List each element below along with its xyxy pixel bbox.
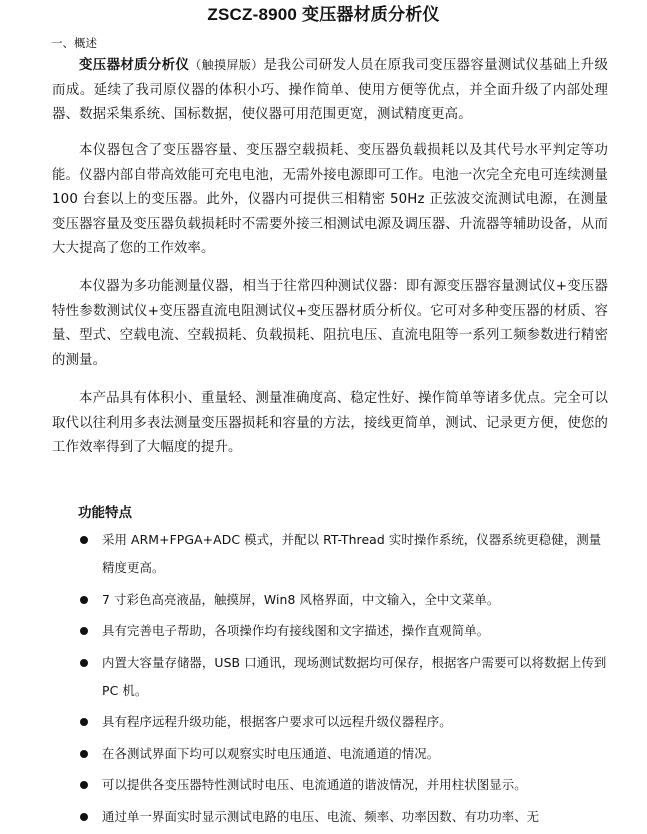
feature-item	[78, 740, 608, 768]
feature-item	[78, 708, 608, 736]
feature-item	[78, 803, 608, 831]
bullet-icon	[80, 718, 88, 726]
feature-text: 内置大容量存储器，USB 口通讯，现场测试数据均可保存，根据客户需要可以将数据上传到 PC 机。	[102, 654, 607, 698]
feature-text: 采用 ARM+FPGA+ADC 模式，并配以 RT-Thread 实时操作系统，仪器系统更稳健，测量精度更高。	[102, 532, 602, 575]
feature-text: 可以提供各变压器特性测试时电压、电流通道的谐波情况，并用柱状图显示。	[102, 777, 527, 792]
paragraph-lead-product-name: 变压器材质分析仪	[79, 58, 190, 73]
feature-text: 7 寸彩色高亮液晶，触摸屏，Win8 风格界面，中文输入，全中文菜单。	[102, 591, 500, 607]
paragraph-advantages: 本产品具有体积小、重量轻、测量准确度高、稳定性好、操作简单等诸多优点。完全可以取代以往利用多表法测量变压器损耗和容量的方法，接线更简单，测试、记录更方便，使您的工作效率得到了大幅度的提升。	[52, 391, 608, 455]
paragraph-multifunction: 本仪器为多功能测量仪器，相当于往常四种测试仪器：即有源变压器容量测试仪+变压器特性参数测试仪+变压器直流电阻测试仪+变压器材质分析仪。它可对多种变压器的材质、容量、型式、空载电流、空载损耗、负载损耗、阻抗电压、直流电阻等一系列工频参数进行精密的测量。	[52, 279, 608, 368]
feature-item	[78, 617, 608, 645]
paragraph-text: 是我公司研发人员在原我司变压器容量测试仪基础上升级而成。延续了我司原仪器的体积小巧、操作简单、使用方便等优点，并全面升级了内部处理器、数据采集系统、国标数据，使仪器可用范围更宽，测试精度更高。	[52, 58, 609, 122]
features-list	[78, 526, 608, 834]
feature-text: 在各测试界面下均可以观察实时电压通道、电流通道的情况。	[102, 745, 440, 761]
features-heading: 功能特点	[78, 505, 132, 521]
feature-item	[78, 586, 608, 614]
paragraph-lead-edition: （触摸屏版）	[189, 58, 264, 72]
paragraph-functions: 本仪器包含了变压器容量、变压器空载损耗、变压器负载损耗以及其代号水平判定等功能。仪器内部自带高效能可充电电池，无需外接电源即可工作。电池一次完全充电可连续测量 100 台套以上的变压器。此外，仪器内可提供三相精密 50Hz 正弦波交流测试电源，在测量变压器容量及变压器负载损耗时不需要外接三相测试电源及调压器、升流器等辅助设备，从而大大提高了您的工作效率。	[52, 143, 608, 256]
feature-item	[78, 649, 608, 705]
feature-text: 通过单一界面实时显示测试电路的电压、电流、频率、功率因数、有功功率、无	[102, 808, 540, 824]
bullet-icon	[80, 659, 88, 667]
feature-text: 具有程序远程升级功能，根据客户要求可以远程升级仪器程序。	[102, 714, 452, 729]
feature-item	[78, 526, 608, 582]
bullet-icon	[80, 813, 88, 821]
bullet-icon	[80, 627, 88, 635]
bullet-icon	[80, 536, 88, 544]
feature-text: 具有完善电子帮助，各项操作均有接线图和文字描述，操作直观简单。	[102, 623, 490, 638]
document-title: ZSCZ-8900 变压器材质分析仪	[207, 5, 440, 24]
bullet-icon	[80, 750, 88, 758]
bullet-icon	[80, 781, 88, 789]
paragraph-intro	[52, 53, 608, 128]
bullet-icon	[80, 596, 88, 604]
section-heading-overview: 一、概述	[51, 36, 97, 50]
feature-item	[78, 771, 608, 799]
